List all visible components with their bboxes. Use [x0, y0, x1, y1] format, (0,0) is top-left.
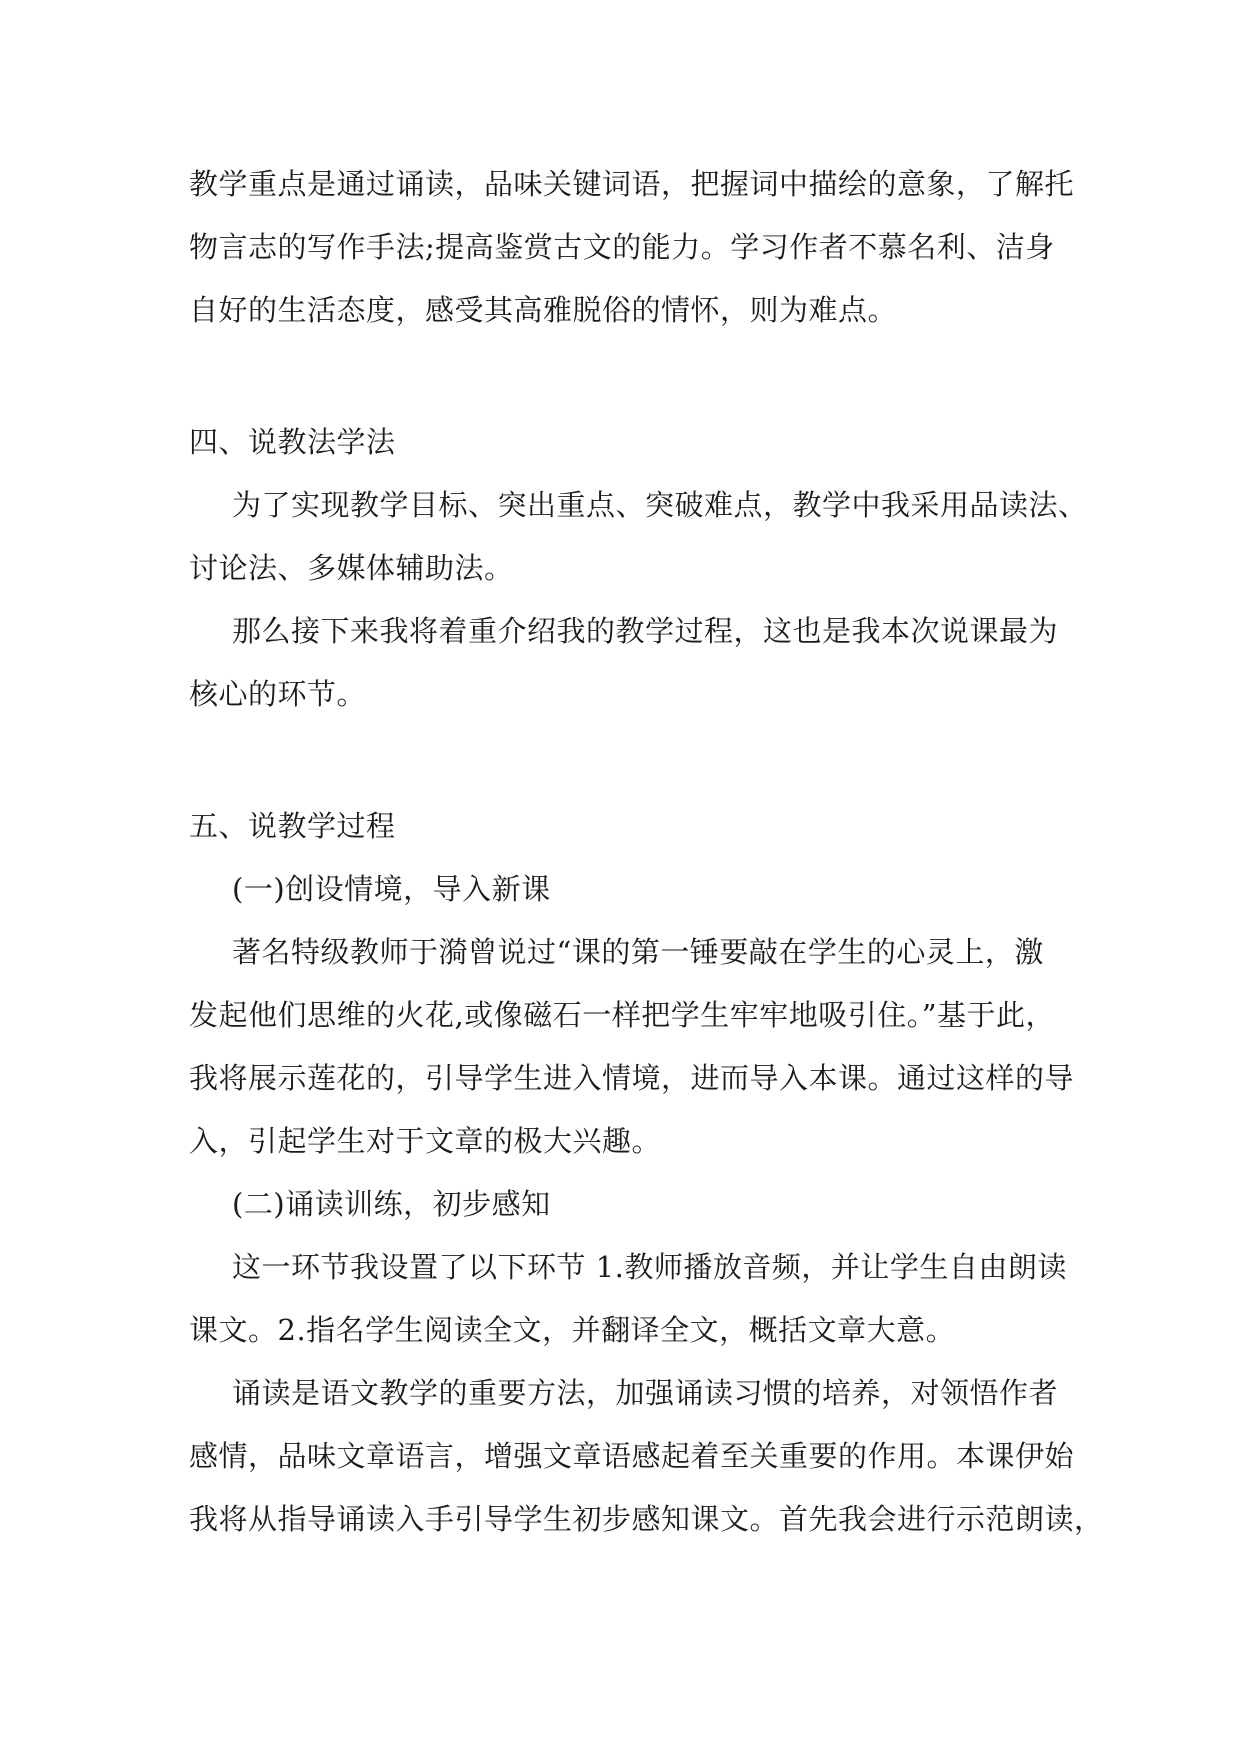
paragraph-line: 诵读是语文教学的重要方法，加强诵读习惯的培养，对领悟作者 — [232, 1376, 1059, 1410]
paragraph-line: 课文。2.指名学生阅读全文，并翻译全文，概括文章大意。 — [189, 1313, 956, 1347]
paragraph-line: 核心的环节。 — [189, 677, 367, 711]
paragraph-line: 讨论法、多媒体辅助法。 — [189, 551, 514, 585]
paragraph-line: 我将展示莲花的，引导学生进入情境，进而导入本课。通过这样的导 — [189, 1061, 1075, 1095]
paragraph-line: 教学重点是通过诵读，品味关键词语，把握词中描绘的意象，了解托 — [189, 167, 1075, 201]
paragraph-line: 这一环节我设置了以下环节 1.教师播放音频，并让学生自由朗读 — [232, 1250, 1067, 1284]
paragraph-line: 我将从指导诵读入手引导学生初步感知课文。首先我会进行示范朗读， — [189, 1502, 1104, 1536]
paragraph-line: 为了实现教学目标、突出重点、突破难点，教学中我采用品读法、 — [232, 488, 1088, 522]
paragraph-line: 入，引起学生对于文章的极大兴趣。 — [189, 1124, 662, 1158]
paragraph-line: 著名特级教师于漪曾说过“课的第一锤要敲在学生的心灵上，激 — [232, 935, 1044, 969]
paragraph-line: 物言志的写作手法;提高鉴赏古文的能力。学习作者不慕名利、洁身 — [189, 230, 1055, 264]
subsection-heading: (一)创设情境，导入新课 — [232, 872, 551, 906]
section-heading: 四、说教法学法 — [189, 425, 396, 459]
paragraph-line: 自好的生活态度，感受其高雅脱俗的情怀，则为难点。 — [189, 293, 898, 327]
paragraph-line: 感情，品味文章语言，增强文章语感起着至关重要的作用。本课伊始 — [189, 1439, 1075, 1473]
paragraph-line: 发起他们思维的火花,或像磁石一样把学生牢牢地吸引住。”基于此， — [189, 998, 1056, 1032]
section-heading: 五、说教学过程 — [189, 809, 396, 843]
subsection-heading: (二)诵读训练，初步感知 — [232, 1187, 551, 1221]
paragraph-line: 那么接下来我将着重介绍我的教学过程，这也是我本次说课最为 — [232, 614, 1059, 648]
